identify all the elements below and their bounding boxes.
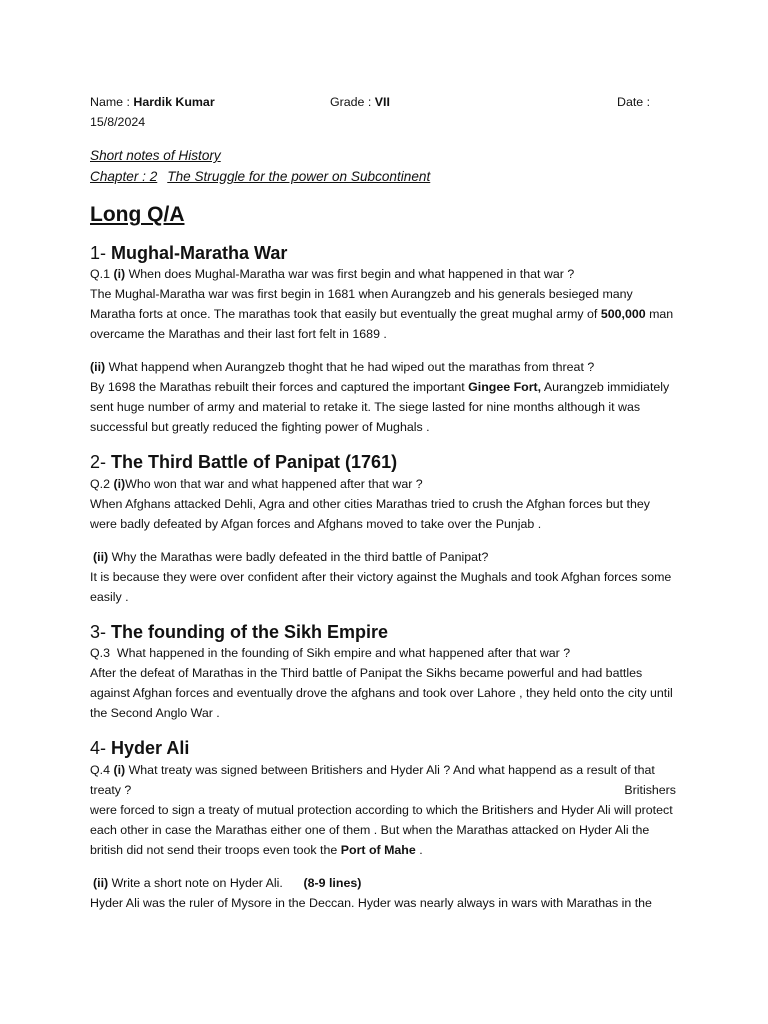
question: (ii) Write a short note on Hyder Ali. (8-9 lines) (93, 876, 362, 890)
question: (ii) What happend when Aurangzeb thoght that he had wiped out the marathas from threat ? (90, 360, 595, 374)
student-info (90, 92, 680, 132)
date-value: 15/8/2024 (90, 115, 146, 129)
title-line: Short notes of History (90, 148, 221, 163)
section-body-2 (90, 474, 680, 534)
grade-field (330, 92, 390, 112)
name-field (90, 92, 215, 112)
question: Q.4 (i) What treaty was signed between Britishers and Hyder Ali ? And what happend as a result of that (90, 763, 655, 777)
section-heading-2: 2- The Third Battle of Panipat (1761) (90, 452, 398, 472)
answer-first-word: Britishers (624, 783, 676, 797)
question: (ii) Why the Marathas were badly defeated in the third battle of Panipat? (93, 550, 489, 564)
answer: It is because they were over confident after their victory against the Mughals and took Afghan forces some easily . (90, 570, 672, 604)
answer: After the defeat of Marathas in the Third battle of Panipat the Sikhs became powerful and had battles against Afghan forces and eventually drove the afghans and took over Lahore , they held onto the city until the Second Anglo War . (90, 666, 673, 720)
main-heading: Long Q/A (90, 203, 185, 226)
section-body-4b (90, 873, 683, 913)
answer: The Mughal-Maratha war was first begin in 1681 when Aurangzeb and his generals besieged many Maratha forts at once. The marathas took that easily but eventually the great mughal army of 500,000 man overcame the Marathas and their last fort felt in 1689 . (90, 287, 674, 341)
answer: were forced to sign a treaty of mutual protection according to which the Britishers and Hyder Ali will protect each other in case the Marathas either one of them . But when the Marathas attacked on Hyder Ali the british did not send their troops even took the Port of Mahe . (90, 803, 673, 857)
section-body-1 (90, 264, 680, 344)
name-value: Hardik Kumar (133, 95, 215, 109)
chapter-number: Chapter : 2 (90, 169, 158, 184)
date-label: Date : (617, 95, 651, 109)
section-heading-3: 3- The founding of the Sikh Empire (90, 622, 389, 642)
answer: Hyder Ali was the ruler of Mysore in the Deccan. Hyder was nearly always in wars with Marathas in the (90, 896, 652, 910)
answer: By 1698 the Marathas rebuilt their forces and captured the important Gingee Fort, Aurangzeb immidiately sent huge number of army and material to retake it. The siege lasted for nine months although it was successful but greatly reduced the fighting power of Mughals . (90, 380, 670, 434)
question: Q.2 (i)Who won that war and what happened after that war ? (90, 477, 423, 491)
section-heading-1: 1- Mughal-Maratha War (90, 243, 288, 263)
chapter-title: The Struggle for the power on Subcontinent (167, 169, 431, 184)
grade-label: Grade : (330, 95, 372, 109)
section-body-1b (90, 357, 680, 437)
document-title (90, 145, 430, 187)
grade-value: VII (374, 95, 390, 109)
section-heading-4: 4- Hyder Ali (90, 738, 190, 758)
question-continued: treaty ? Britishers (90, 780, 680, 800)
question: Q.1 (i) When does Mughal-Maratha war was first begin and what happened in that war ? (90, 267, 575, 281)
section-body-3 (90, 643, 680, 723)
section-body-2b (90, 547, 683, 607)
answer: When Afghans attacked Dehli, Agra and other cities Marathas tried to crush the Afghan forces but they were badly defeated by Afgan forces and Afghans moved to take over the Punjab . (90, 497, 650, 531)
name-label: Name : (90, 95, 130, 109)
question: Q.3 What happened in the founding of Sikh empire and what happened after that war ? (90, 646, 571, 660)
section-body-4 (90, 760, 680, 860)
chapter-line (90, 166, 430, 187)
